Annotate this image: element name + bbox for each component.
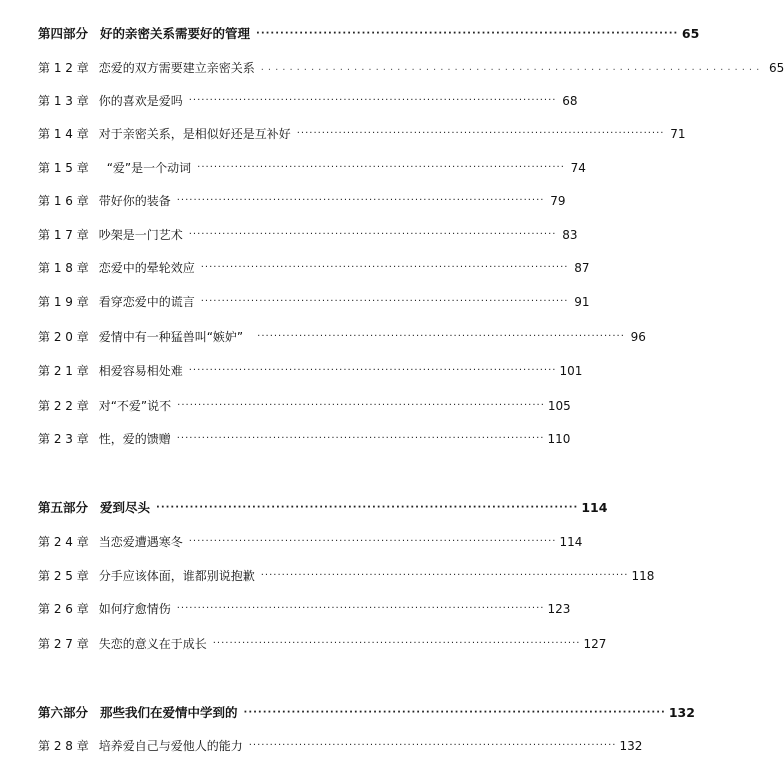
- toc-chapter-entry[interactable]: [38, 532, 583, 552]
- page-number: 110: [547, 432, 571, 446]
- dot-leader: ························································································: [176, 195, 545, 206]
- chapter-title: 对于亲密关系，是相似好还是互补好: [98, 127, 291, 141]
- toc-chapter-entry[interactable]: [38, 124, 686, 144]
- dot-leader: ························································································: [188, 536, 557, 547]
- toc-chapter-entry[interactable]: [38, 158, 586, 178]
- dot-leader: ························································································: [200, 262, 569, 273]
- toc-chapter-entry[interactable]: [38, 292, 590, 312]
- page-number: 105: [547, 399, 571, 413]
- toc-chapter-entry[interactable]: [38, 361, 583, 381]
- chapter-number: 第 2 2 章: [38, 399, 89, 413]
- toc-part-heading[interactable]: [38, 24, 700, 44]
- chapter-number: 第 1 2 章: [38, 61, 89, 75]
- chapter-title: 性，爱的馈赠: [98, 432, 171, 446]
- page-number: 68: [562, 94, 578, 108]
- chapter-title: 吵架是一门艺术: [98, 228, 183, 242]
- part-title: 好的亲密关系需要好的管理: [100, 26, 251, 41]
- toc-chapter-entry[interactable]: [38, 91, 578, 111]
- toc-part-heading[interactable]: [38, 498, 608, 518]
- dot-leader: ························································································: [188, 365, 557, 376]
- chapter-number: 第 1 5 章: [38, 161, 89, 175]
- page-number: 91: [574, 295, 590, 309]
- part-number: 第六部分: [38, 705, 89, 720]
- page-number: 101: [559, 364, 583, 378]
- page-number: 71: [670, 127, 686, 141]
- page-number: 114: [581, 500, 608, 515]
- page-number: 65: [681, 26, 700, 41]
- chapter-title: 相爱容易相处难: [98, 364, 183, 378]
- dot-leader: ························································································: [248, 740, 617, 751]
- page-number: 132: [668, 705, 695, 720]
- toc-chapter-entry[interactable]: [38, 736, 643, 756]
- dot-leader: ························································································: [197, 162, 565, 173]
- toc-part-heading[interactable]: [38, 703, 695, 723]
- chapter-number: 第 2 0 章: [38, 330, 89, 344]
- chapter-title: 分手应该体面，谁都别说抱歉: [98, 569, 255, 583]
- part-number: 第五部分: [38, 500, 89, 515]
- dot-leader: ························································································: [256, 28, 679, 39]
- dot-leader: ························································································: [156, 502, 579, 513]
- page-number: 79: [550, 194, 566, 208]
- part-number: 第四部分: [38, 26, 89, 41]
- part-title: 那些我们在爱情中学到的: [100, 705, 238, 720]
- toc-chapter-entry[interactable]: [38, 327, 646, 347]
- chapter-number: 第 2 7 章: [38, 637, 89, 651]
- page-number: 118: [631, 569, 655, 583]
- chapter-title: “爱”是一个动词: [106, 161, 192, 175]
- dot-leader: ························································································: [212, 638, 581, 649]
- chapter-number: 第 2 4 章: [38, 535, 89, 549]
- page-number: 83: [562, 228, 578, 242]
- page-number: 96: [630, 330, 646, 344]
- part-title: 爱到尽头: [100, 500, 151, 515]
- chapter-title: 爱情中有一种猛兽叫“嫉妒”: [98, 330, 244, 344]
- chapter-title: 失恋的意义在于成长: [98, 637, 207, 651]
- chapter-number: 第 2 5 章: [38, 569, 89, 583]
- toc-chapter-entry[interactable]: [38, 58, 784, 78]
- chapter-title: 看穿恋爱中的谎言: [98, 295, 195, 309]
- toc-chapter-entry[interactable]: [38, 225, 578, 245]
- chapter-number: 第 1 8 章: [38, 261, 89, 275]
- dot-leader: ························································································: [243, 707, 666, 718]
- dot-leader: ························································································: [257, 331, 625, 342]
- page-number: 87: [574, 261, 590, 275]
- chapter-number: 第 1 3 章: [38, 94, 89, 108]
- chapter-title: 对“不爱”说不: [98, 399, 172, 413]
- page-number: 127: [583, 637, 607, 651]
- chapter-number: 第 1 7 章: [38, 228, 89, 242]
- dot-leader: ························································································: [176, 603, 545, 614]
- page-number: 74: [570, 161, 586, 175]
- dot-leader: ························································································: [188, 229, 557, 240]
- chapter-number: 第 1 9 章: [38, 295, 89, 309]
- chapter-number: 第 2 1 章: [38, 364, 89, 378]
- dot-leader: ......................................................................: [260, 62, 764, 73]
- chapter-number: 第 1 6 章: [38, 194, 89, 208]
- chapter-title: 恋爱的双方需要建立亲密关系: [98, 61, 255, 75]
- toc-chapter-entry[interactable]: [38, 258, 590, 278]
- chapter-title: 带好你的装备: [98, 194, 171, 208]
- page-number: 132: [619, 739, 643, 753]
- chapter-number: 第 2 6 章: [38, 602, 89, 616]
- toc-chapter-entry[interactable]: [38, 566, 655, 586]
- toc-chapter-entry[interactable]: [38, 429, 571, 449]
- page-number: 114: [559, 535, 583, 549]
- dot-leader: ························································································: [188, 95, 557, 106]
- dot-leader: ························································································: [296, 128, 665, 139]
- page-number: 65: [768, 61, 784, 75]
- dot-leader: ························································································: [260, 570, 629, 581]
- dot-leader: ························································································: [176, 433, 545, 444]
- dot-leader: ························································································: [200, 296, 569, 307]
- chapter-title: 当恋爱遭遇寒冬: [98, 535, 183, 549]
- chapter-number: 第 1 4 章: [38, 127, 89, 141]
- toc-chapter-entry[interactable]: [38, 634, 607, 654]
- chapter-number: 第 2 8 章: [38, 739, 89, 753]
- toc-chapter-entry[interactable]: [38, 599, 571, 619]
- chapter-title: 恋爱中的晕轮效应: [98, 261, 195, 275]
- chapter-title: 培养爱自己与爱他人的能力: [98, 739, 243, 753]
- page-number: 123: [547, 602, 571, 616]
- toc-chapter-entry[interactable]: [38, 396, 571, 416]
- chapter-title: 如何疗愈情伤: [98, 602, 171, 616]
- toc-chapter-entry[interactable]: [38, 191, 566, 211]
- chapter-number: 第 2 3 章: [38, 432, 89, 446]
- chapter-title: 你的喜欢是爱吗: [98, 94, 183, 108]
- dot-leader: ························································································: [177, 400, 545, 411]
